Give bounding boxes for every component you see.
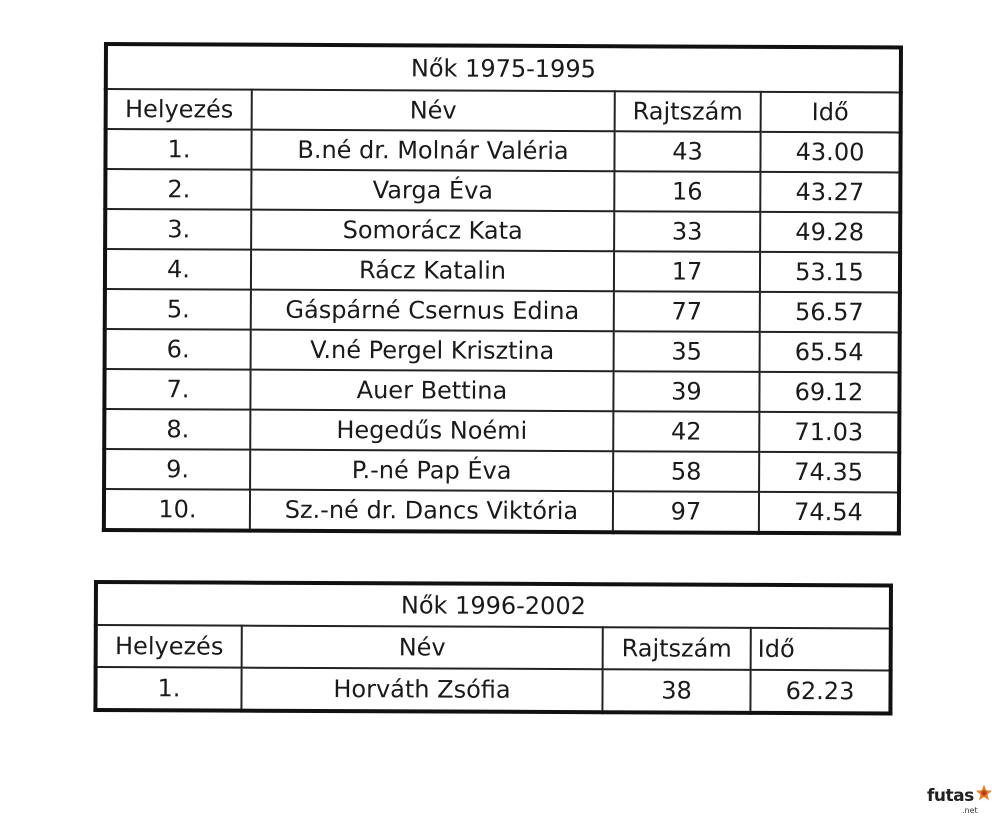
time-cell: 74.35 [759, 452, 899, 493]
rank-cell: 2. [105, 169, 251, 210]
table-row [104, 489, 899, 533]
header-bib: Rajtszám [615, 91, 761, 132]
rank-cell: 10. [104, 489, 250, 531]
futas-logo-domain: .net [962, 806, 978, 815]
time-cell: 43.27 [760, 172, 900, 213]
bib-cell: 33 [614, 211, 760, 252]
rank-cell: 9. [104, 449, 250, 490]
bib-cell: 58 [613, 451, 759, 492]
rank-cell: 7. [104, 369, 250, 410]
name-cell: Auer Bettina [250, 370, 613, 412]
name-cell: Sz.-né dr. Dancs Viktória [250, 490, 613, 533]
table-row [105, 329, 900, 372]
rank-cell: 1. [95, 667, 241, 711]
results-table-1975-1995 [102, 42, 903, 535]
header-time: Idő [761, 92, 901, 133]
results-table-1996-2002 [93, 580, 893, 715]
table-row [105, 249, 900, 292]
bib-cell: 77 [614, 291, 760, 332]
header-name: Név [242, 626, 603, 670]
name-cell: Horváth Zsófia [241, 668, 602, 713]
rank-cell: 6. [105, 329, 251, 370]
time-cell: 71.03 [759, 412, 899, 453]
header-row [96, 625, 891, 670]
table-row [105, 289, 900, 332]
bib-cell: 42 [613, 411, 759, 452]
rank-cell: 4. [105, 249, 251, 290]
time-cell: 62.23 [750, 670, 890, 714]
time-cell: 69.12 [759, 372, 899, 413]
table-title: Nők 1996-2002 [96, 582, 891, 628]
table-row [104, 409, 899, 452]
table-row [105, 169, 900, 212]
table-row [105, 129, 900, 172]
bib-cell: 35 [614, 331, 760, 372]
time-cell: 53.15 [760, 252, 900, 293]
header-time: Idő [751, 628, 891, 671]
rank-cell: 3. [105, 209, 251, 250]
bib-cell: 39 [613, 371, 759, 412]
header-rank: Helyezés [106, 89, 252, 130]
name-cell: Hegedűs Noémi [250, 410, 613, 452]
header-row [106, 89, 901, 132]
bib-cell: 16 [614, 171, 760, 212]
header-rank: Helyezés [96, 625, 242, 668]
logo-mark-icon [975, 784, 993, 802]
bib-cell: 17 [614, 251, 760, 292]
name-cell: Somorácz Kata [251, 210, 614, 252]
table-row [105, 209, 900, 252]
header-name: Név [252, 90, 615, 132]
time-cell: 49.28 [760, 212, 900, 253]
bib-cell: 97 [613, 491, 759, 533]
bib-cell: 38 [602, 669, 750, 713]
table-row [104, 449, 899, 492]
name-cell: Rácz Katalin [251, 250, 614, 292]
time-cell: 43.00 [760, 132, 900, 173]
name-cell: B.né dr. Molnár Valéria [251, 130, 614, 172]
table-row [95, 667, 890, 713]
name-cell: Gáspárné Csernus Edina [251, 290, 614, 332]
futas-logo: futas [927, 786, 974, 806]
rank-cell: 1. [105, 129, 251, 170]
rank-cell: 5. [105, 289, 251, 330]
bib-cell: 43 [614, 131, 760, 172]
header-bib: Rajtszám [603, 627, 751, 670]
rank-cell: 8. [104, 409, 250, 450]
name-cell: Varga Éva [251, 170, 614, 212]
time-cell: 56.57 [760, 292, 900, 333]
name-cell: P.-né Pap Éva [250, 450, 613, 492]
table-title: Nők 1975-1995 [106, 44, 901, 92]
table-row [104, 369, 899, 412]
name-cell: V.né Pergel Krisztina [251, 330, 614, 372]
time-cell: 65.54 [760, 332, 900, 373]
time-cell: 74.54 [759, 492, 899, 534]
